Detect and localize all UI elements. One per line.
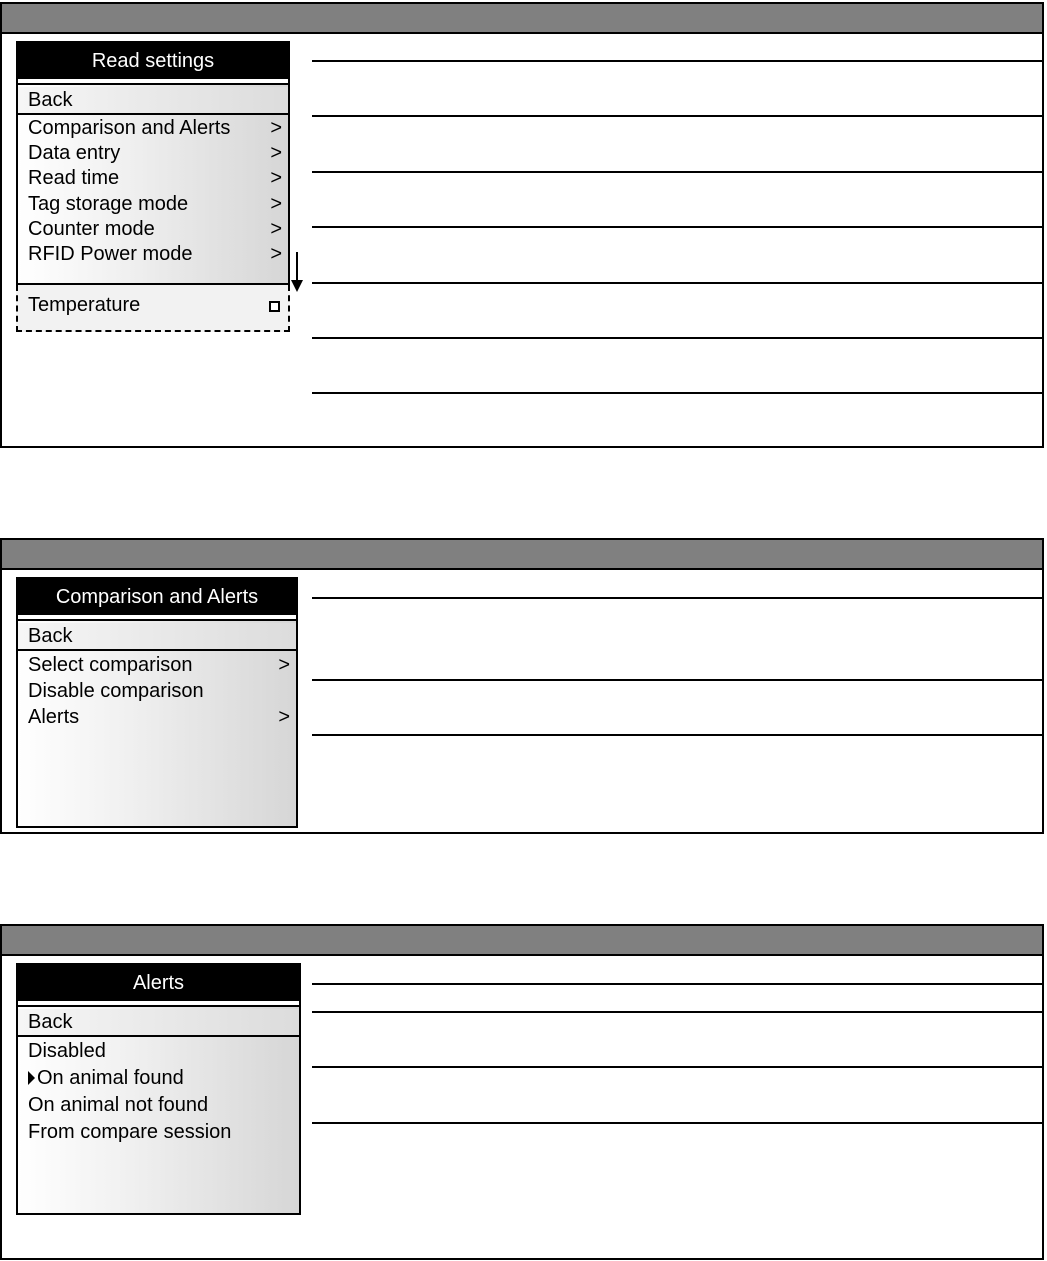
menu-item-label: Tag storage mode xyxy=(28,193,189,215)
panel-header xyxy=(2,540,1042,570)
menu-item-label: Counter mode xyxy=(28,218,155,240)
divider-line xyxy=(312,597,1044,599)
screen-title: Read settings xyxy=(18,43,288,79)
back-label: Back xyxy=(28,89,73,111)
panel-alerts xyxy=(0,924,1044,1260)
option-label: From compare session xyxy=(28,1121,232,1143)
selection-triangle-icon xyxy=(28,1071,35,1085)
menu-item-label: Read time xyxy=(28,167,120,189)
chevron-right-icon: > xyxy=(270,142,282,164)
menu-item-label: Disable comparison xyxy=(28,680,204,702)
divider-line xyxy=(312,115,1044,117)
back-menu-item[interactable] xyxy=(18,1009,299,1037)
title-separator xyxy=(18,79,288,85)
screen-title: Comparison and Alerts xyxy=(18,579,296,615)
chevron-right-icon: > xyxy=(270,193,282,215)
option-label: On animal found xyxy=(37,1067,184,1089)
device-screen-comparison-and-alerts xyxy=(16,577,298,828)
scroll-down-arrowhead xyxy=(291,280,303,292)
divider-line xyxy=(312,60,1044,62)
divider-line xyxy=(312,1122,1044,1124)
divider-line xyxy=(312,226,1044,228)
menu-item-label: Comparison and Alerts xyxy=(28,117,231,139)
device-screen-read-settings xyxy=(16,41,290,285)
chevron-right-icon: > xyxy=(278,706,290,728)
panel-header xyxy=(2,926,1042,956)
panel-read-settings xyxy=(0,2,1044,448)
menu-item-label: Data entry xyxy=(28,142,121,164)
option-label: Disabled xyxy=(28,1040,106,1062)
menu-item-label: RFID Power mode xyxy=(28,243,193,265)
divider-line xyxy=(312,1066,1044,1068)
menu-item-label: Temperature xyxy=(28,294,141,316)
chevron-right-icon: > xyxy=(270,218,282,240)
divider-line xyxy=(312,392,1044,394)
divider-line xyxy=(312,983,1044,985)
title-separator xyxy=(18,615,296,621)
divider-line xyxy=(312,337,1044,339)
menu-item-label: Alerts xyxy=(28,706,80,728)
back-label: Back xyxy=(28,625,73,647)
panel-comparison-and-alerts xyxy=(0,538,1044,834)
device-screen-alerts xyxy=(16,963,301,1215)
chevron-right-icon: > xyxy=(278,654,290,676)
checkbox-icon[interactable] xyxy=(269,301,280,312)
title-separator xyxy=(18,1001,299,1007)
divider-line xyxy=(312,282,1044,284)
divider-line xyxy=(312,734,1044,736)
screen-title: Alerts xyxy=(18,965,299,1001)
option-label: On animal not found xyxy=(28,1094,209,1116)
chevron-right-icon: > xyxy=(270,243,282,265)
scroll-down-arrow-icon xyxy=(296,252,298,282)
chevron-right-icon: > xyxy=(270,167,282,189)
back-menu-item[interactable] xyxy=(18,87,288,115)
divider-line xyxy=(312,171,1044,173)
option-label-selected xyxy=(28,1066,184,1091)
menu-item-label: Select comparison xyxy=(28,654,193,676)
menu-item-temperature[interactable] xyxy=(16,285,290,332)
back-menu-item[interactable] xyxy=(18,623,296,651)
chevron-right-icon: > xyxy=(270,117,282,139)
divider-line xyxy=(312,679,1044,681)
back-label: Back xyxy=(28,1011,73,1033)
divider-line xyxy=(312,1011,1044,1013)
panel-header xyxy=(2,4,1042,34)
